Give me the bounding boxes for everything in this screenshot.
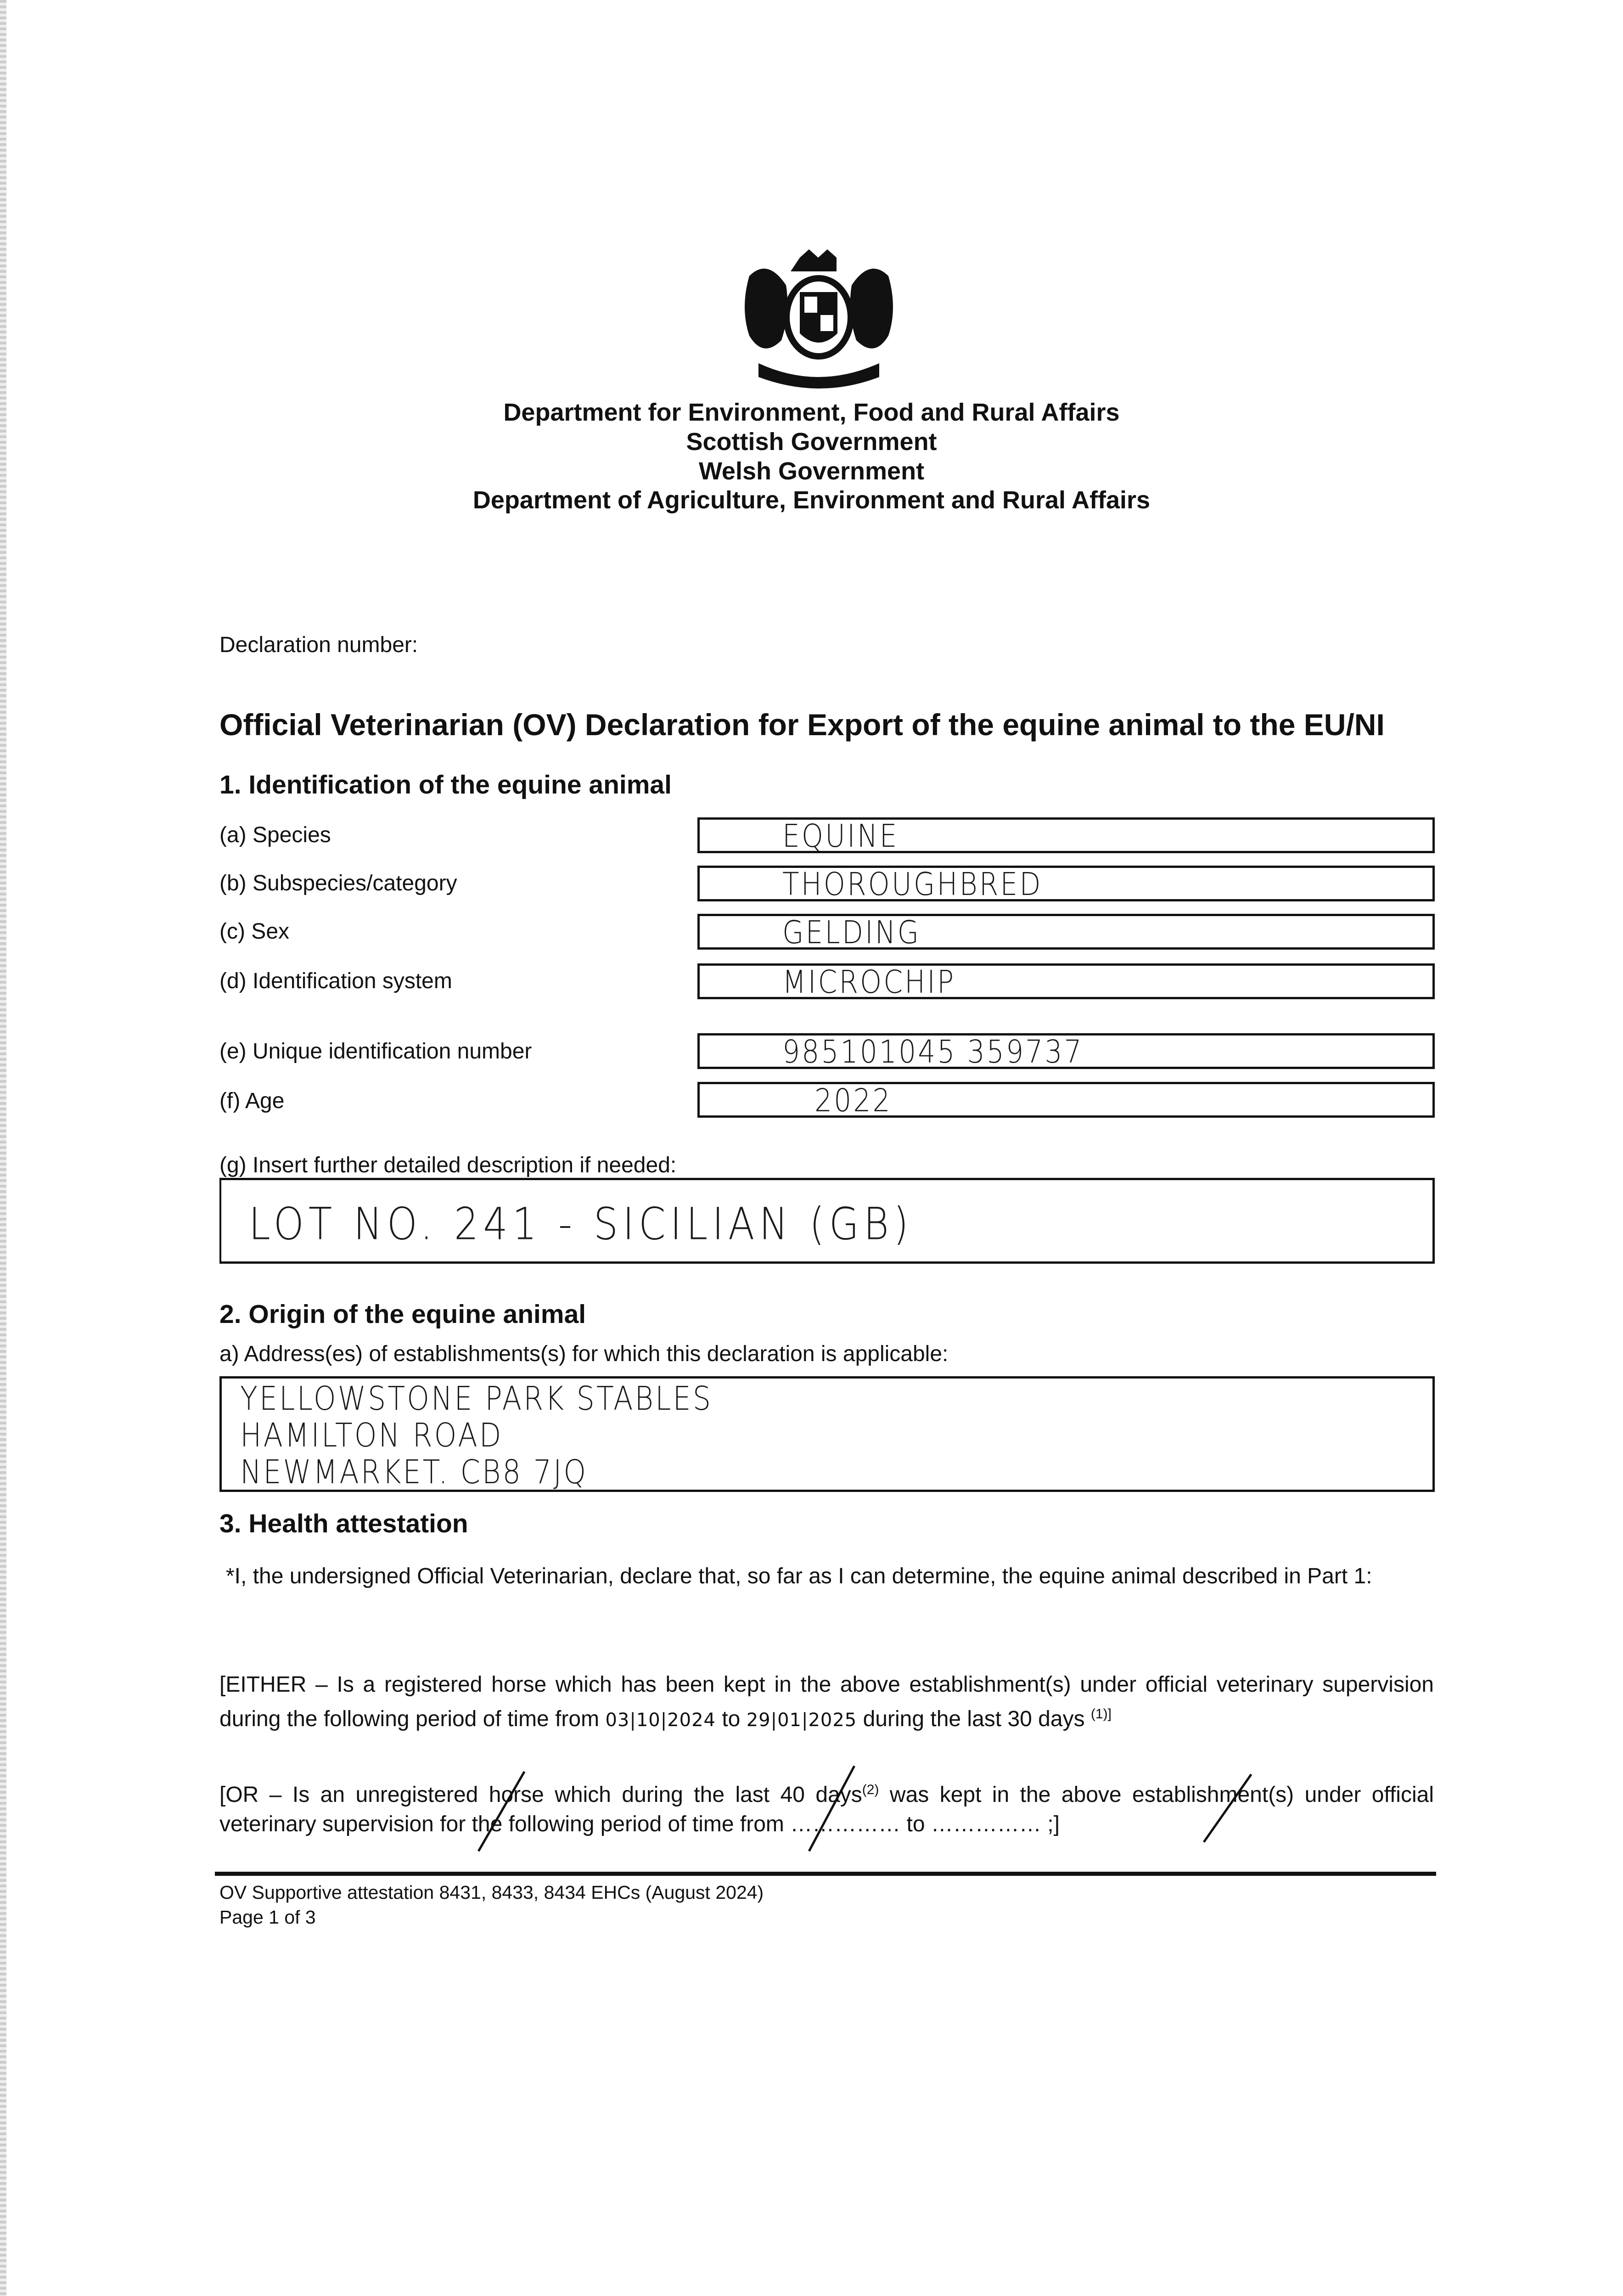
further-description-value: LOT NO. 241 - SICILIAN (GB)	[249, 1198, 913, 1250]
footer-page-number: Page 1 of 3	[219, 1907, 316, 1928]
either-to-word: to	[722, 1707, 741, 1731]
address-field[interactable]	[219, 1376, 1435, 1492]
sex-field[interactable]	[697, 914, 1435, 950]
address-label: a) Address(es) of establishments(s) for which this declaration is applicable:	[219, 1342, 949, 1366]
either-footnote: (1)]	[1090, 1706, 1112, 1722]
id-system-field[interactable]	[697, 963, 1435, 999]
uid-field[interactable]	[697, 1033, 1435, 1069]
either-text-end: during the last 30 days	[863, 1707, 1085, 1731]
either-to-date: 29|01|2025	[746, 1710, 857, 1731]
age-label: (f) Age	[219, 1089, 285, 1113]
section1-heading: 1. Identification of the equine animal	[219, 770, 672, 799]
or-text: [OR – Is an unregistered horse which during the last 40 days	[219, 1783, 862, 1807]
id-system-value: MICROCHIP	[782, 963, 956, 1001]
or-clause	[219, 1775, 1434, 1839]
age-value: 2022	[814, 1082, 892, 1120]
page-title: Official Veterinarian (OV) Declaration for Export of the equine animal to the EU/NI	[219, 708, 1385, 742]
address-line-2: HAMILTON ROAD	[240, 1416, 503, 1455]
subspecies-value: THOROUGHBRED	[782, 866, 1043, 903]
or-footnote: (2)	[862, 1782, 879, 1797]
further-description-field[interactable]	[219, 1178, 1435, 1264]
scan-edge	[0, 0, 6, 2296]
subspecies-field[interactable]	[697, 866, 1435, 901]
further-description-label: (g) Insert further detailed description if needed:	[219, 1153, 677, 1177]
dept-welsh-government: Welsh Government	[698, 457, 925, 485]
uid-label: (e) Unique identification number	[219, 1039, 532, 1064]
species-field[interactable]	[697, 817, 1435, 853]
dept-defra: Department for Environment, Food and Rural Affairs	[503, 399, 1120, 426]
species-value: EQUINE	[782, 817, 899, 855]
section3-heading: 3. Health attestation	[219, 1509, 468, 1538]
dept-daera: Department of Agriculture, Environment and Rural Affairs	[472, 486, 1151, 514]
footer-attestation: OV Supportive attestation 8431, 8433, 8434 EHCs (August 2024)	[219, 1882, 764, 1903]
declaration-number-label: Declaration number:	[219, 633, 418, 657]
section2-heading: 2. Origin of the equine animal	[219, 1300, 586, 1329]
either-text: [EITHER – Is a registered horse which has been kept in the above establishment(s) under official veterinary supervision during the following period of time from	[219, 1672, 1434, 1731]
sex-value: GELDING	[782, 914, 921, 951]
id-system-label: (d) Identification system	[219, 969, 452, 993]
dept-scottish-government: Scottish Government	[686, 428, 937, 456]
address-line-1: YELLOWSTONE PARK STABLES	[240, 1379, 713, 1418]
footer-rule	[215, 1872, 1436, 1876]
age-field[interactable]	[697, 1082, 1435, 1118]
either-from-date: 03|10|2024	[605, 1710, 716, 1731]
species-label: (a) Species	[219, 823, 331, 847]
or-text-end: was kept in the above establishment(s) under official veterinary supervision for the following period of time from …………… to …………… ;]	[219, 1783, 1434, 1836]
address-line-3: NEWMARKET. CB8 7JQ	[240, 1452, 588, 1491]
royal-crest-icon	[731, 248, 907, 392]
either-clause	[219, 1670, 1434, 1735]
attestation-intro: *I, the undersigned Official Veterinarian, declare that, so far as I can determine, the equine animal described in Part 1:	[226, 1564, 1372, 1588]
sex-label: (c) Sex	[219, 919, 290, 944]
uid-value: 985101045 359737	[782, 1033, 1084, 1071]
subspecies-label: (b) Subspecies/category	[219, 871, 457, 895]
